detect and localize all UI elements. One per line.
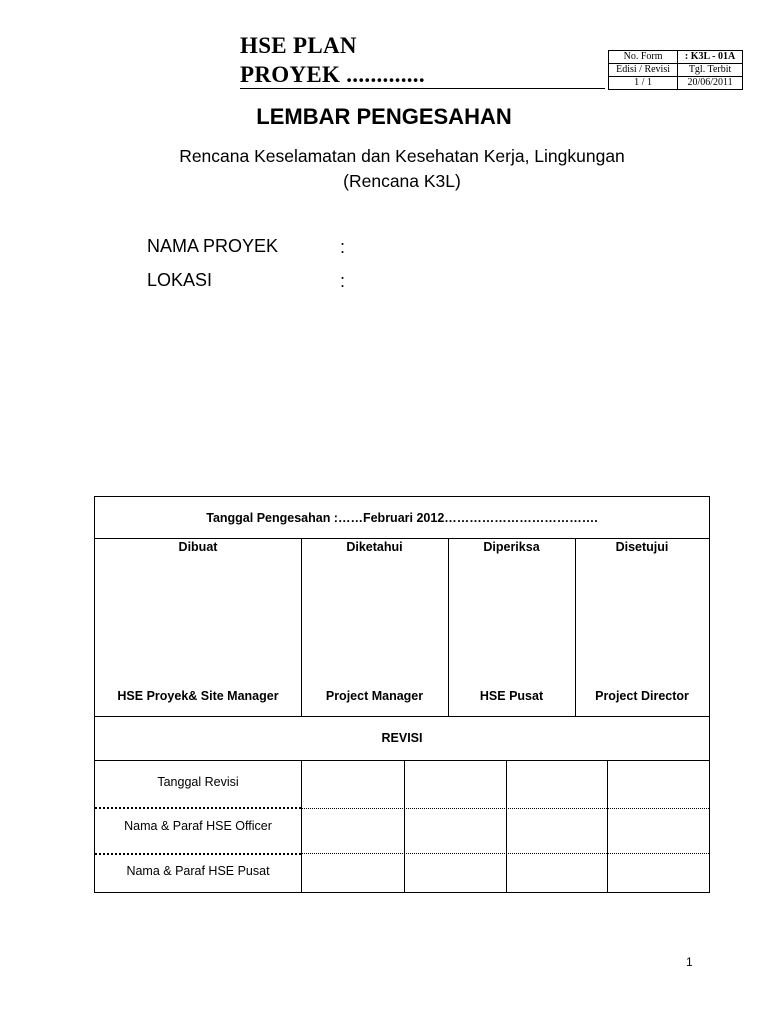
document-title: LEMBAR PENGESAHAN xyxy=(256,104,512,129)
revisi-row-hse-pusat: Nama & Paraf HSE Pusat xyxy=(126,864,270,878)
page-number: 1 xyxy=(686,955,693,969)
approval-table xyxy=(94,496,710,893)
table-column-divider xyxy=(404,760,405,892)
header-title-line2: PROYEK ............. xyxy=(240,62,425,87)
table-divider xyxy=(95,716,709,717)
header-rule xyxy=(240,88,605,89)
column-disetujui: Disetujui xyxy=(615,540,669,554)
role-hse-pusat: HSE Pusat xyxy=(479,689,544,703)
table-column-divider xyxy=(607,760,608,892)
role-project-director: Project Director xyxy=(595,689,689,703)
column-dibuat: Dibuat xyxy=(178,540,218,554)
table-divider xyxy=(95,538,709,539)
revisi-row-divider xyxy=(301,853,709,854)
tanggal-pengesahan: Tanggal Pengesahan :……Februari 2012………………………………. xyxy=(206,511,598,525)
field-colon-nama-proyek: : xyxy=(340,237,346,257)
header-title-line1: HSE PLAN xyxy=(240,33,357,58)
revisi-row-hse-officer: Nama & Paraf HSE Officer xyxy=(124,819,272,833)
table-column-divider xyxy=(506,760,507,892)
edisi-value: 1 / 1 xyxy=(609,77,678,90)
column-diketahui: Diketahui xyxy=(346,540,403,554)
document-subtitle-line1: Rencana Keselamatan dan Kesehatan Kerja, Lingkungan xyxy=(179,146,625,166)
no-form-value: : K3L - 01A xyxy=(678,51,743,64)
tgl-terbit-value: 20/06/2011 xyxy=(678,77,743,90)
table-column-divider xyxy=(301,760,302,892)
field-label-nama-proyek: NAMA PROYEK xyxy=(147,236,279,256)
column-diperiksa: Diperiksa xyxy=(483,540,540,554)
form-info-box xyxy=(608,50,743,90)
field-colon-lokasi: : xyxy=(340,271,346,291)
no-form-label: No. Form xyxy=(609,51,678,64)
revisi-row-divider xyxy=(95,853,301,855)
document-subtitle-line2: (Rencana K3L) xyxy=(343,171,461,191)
table-divider xyxy=(95,760,709,761)
revisi-row-divider xyxy=(301,808,709,809)
revisi-row-divider xyxy=(95,807,301,809)
edisi-label: Edisi / Revisi xyxy=(609,64,678,77)
field-label-lokasi: LOKASI xyxy=(147,270,213,290)
role-hse-proyek-site-manager: HSE Proyek& Site Manager xyxy=(117,689,279,703)
revisi-row-tanggal: Tanggal Revisi xyxy=(157,775,239,789)
tgl-terbit-label: Tgl. Terbit xyxy=(678,64,743,77)
role-project-manager: Project Manager xyxy=(325,689,424,703)
revisi-header: REVISI xyxy=(381,731,423,745)
